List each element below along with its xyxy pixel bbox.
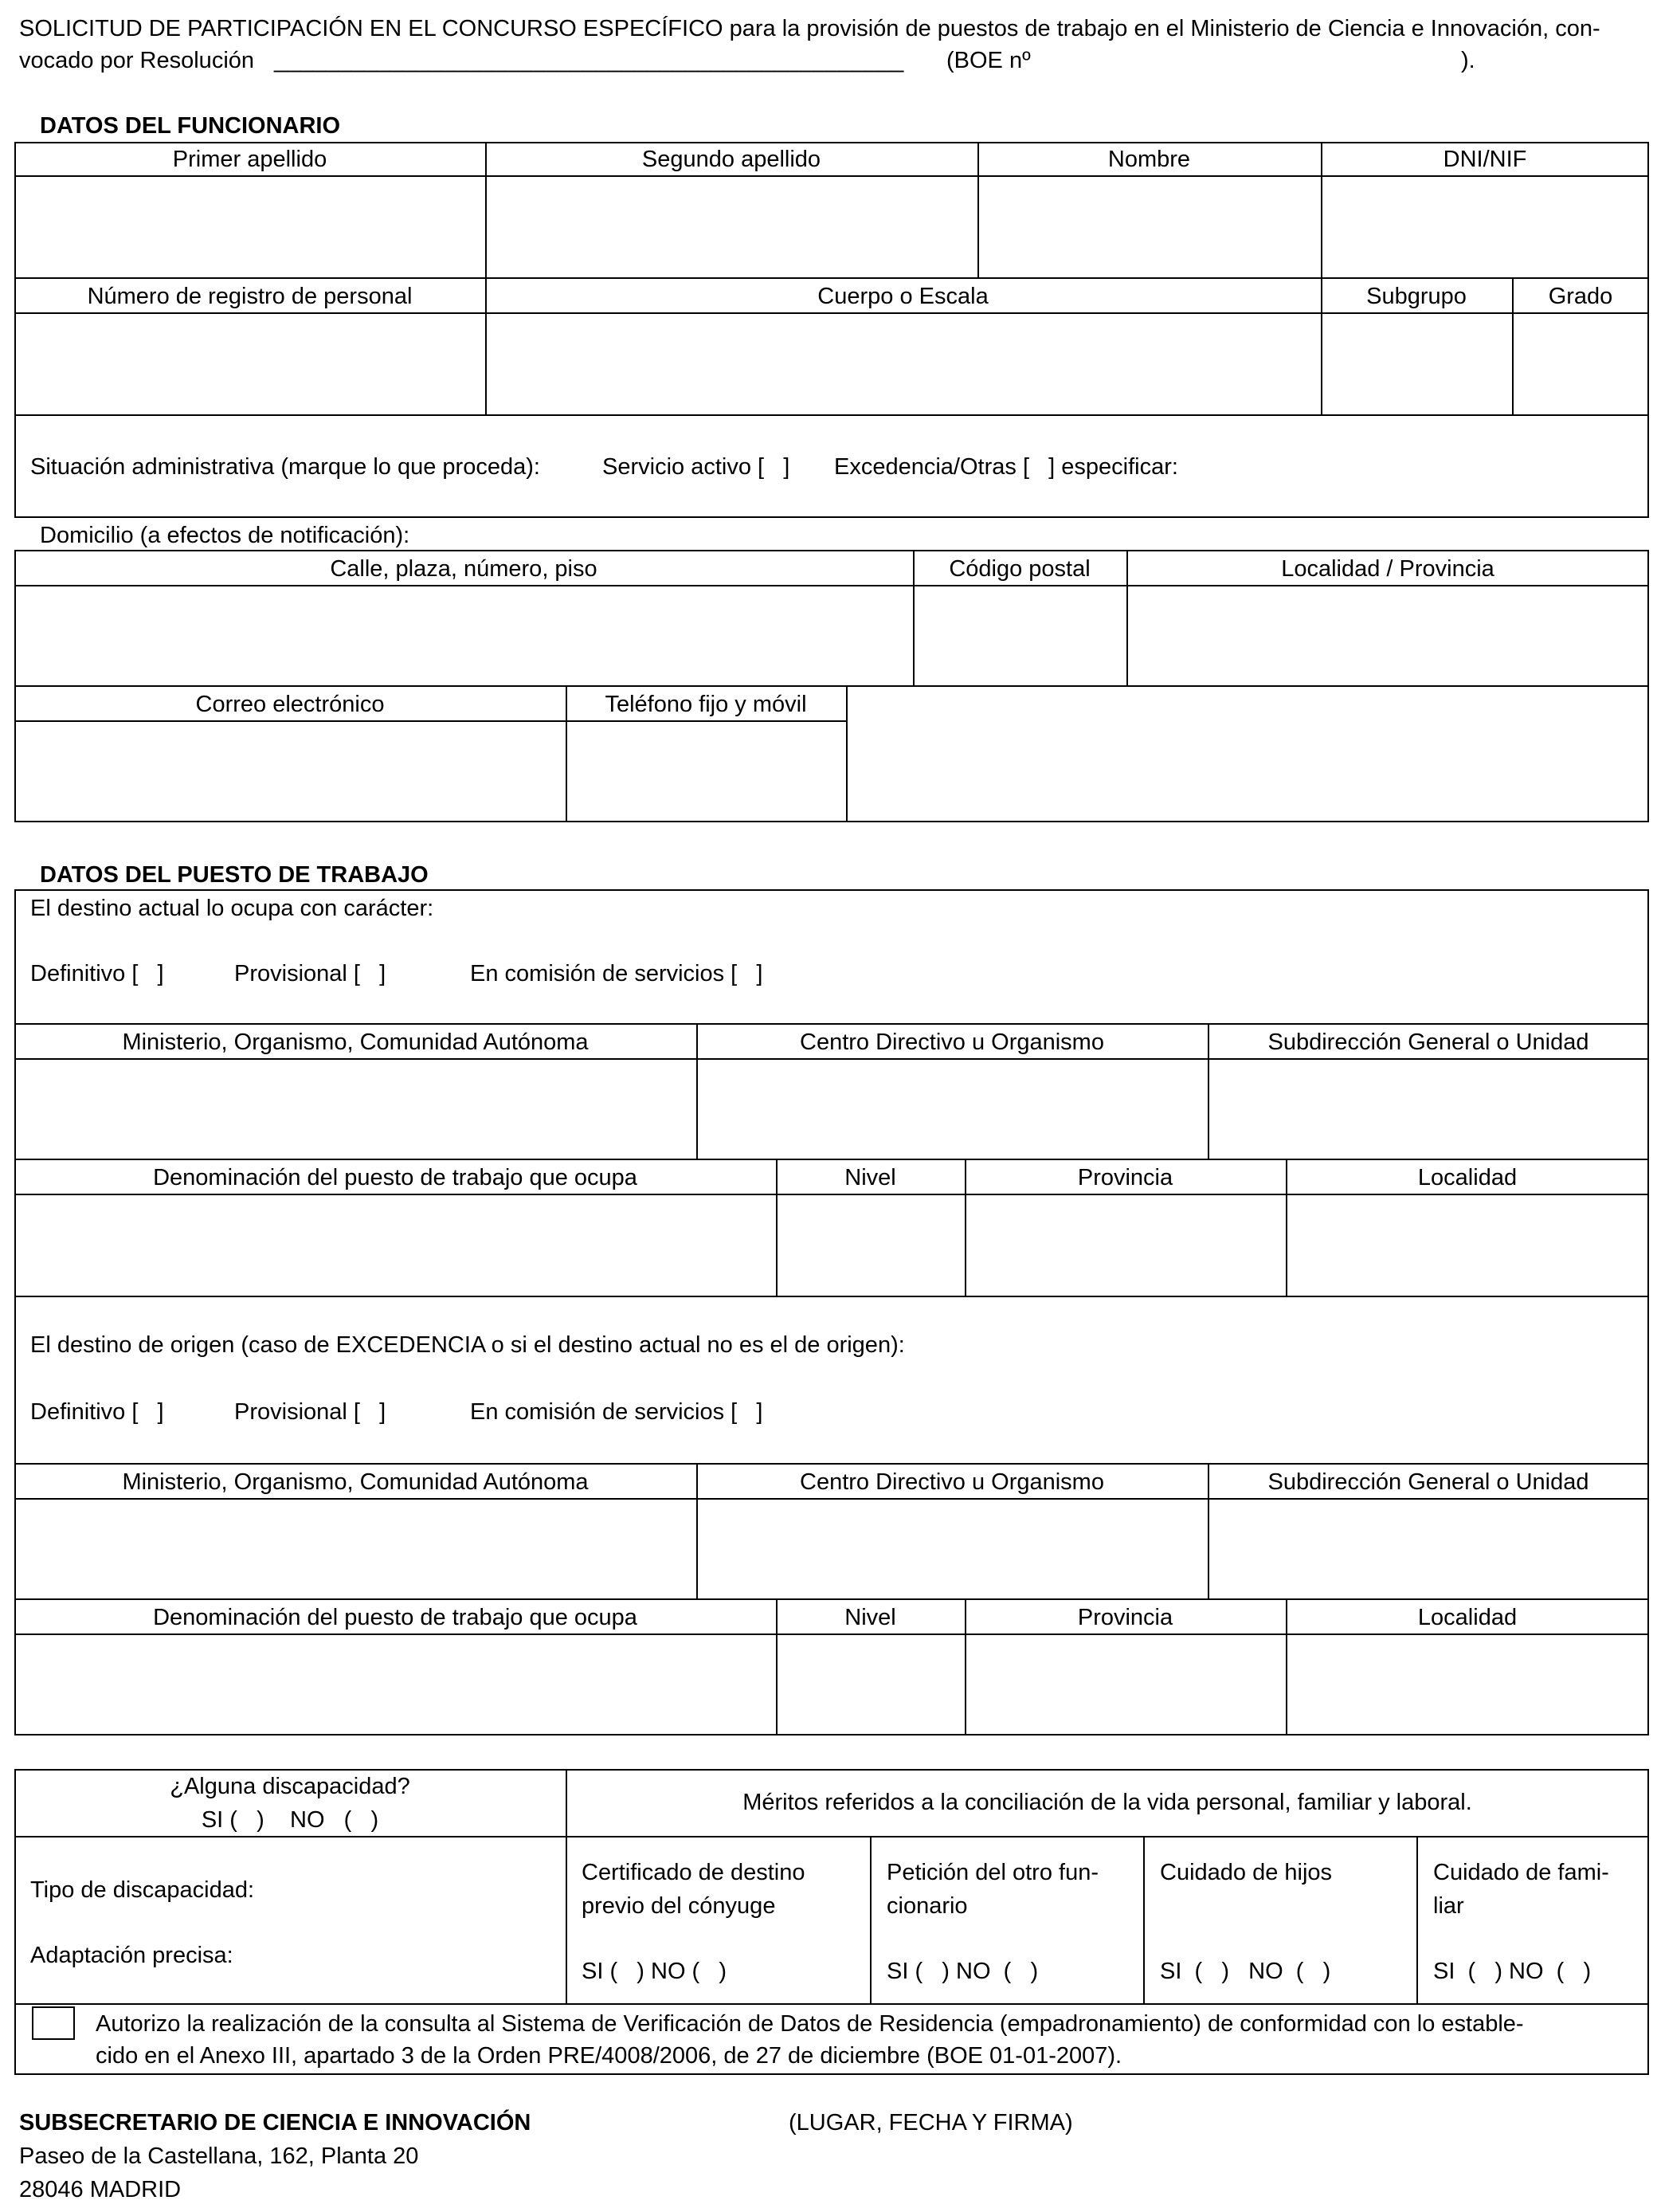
domicilio-title: Domicilio (a efectos de notificación): <box>40 523 410 548</box>
col-primer-apellido: Primer apellido <box>172 147 327 172</box>
footer-lugar-fecha-firma: (LUGAR, FECHA Y FIRMA) <box>789 2110 1073 2136</box>
destino-actual-intro: El destino actual lo ocupa con carácter: <box>30 896 434 921</box>
actual-col-subdireccion: Subdirección General o Unidad <box>1267 1030 1589 1055</box>
merito-hijos-label: Cuidado de hijos <box>1160 1860 1333 1885</box>
footer-subsecretario: SUBSECRETARIO DE CIENCIA E INNOVACIÓN <box>19 2110 531 2136</box>
header-line-1: SOLICITUD DE PARTICIPACIÓN EN EL CONCURSO ESPECÍFICO para la provisión de puestos de trabajo en el Ministerio de Ciencia e Innovación, con- <box>19 16 1600 41</box>
merito-peticion-line1: Petición del otro fun- <box>887 1860 1099 1885</box>
origen-col-ministerio: Ministerio, Organismo, Comunidad Autónoma <box>122 1469 589 1495</box>
origen-definitivo-checkbox[interactable]: Definitivo [ ] <box>30 1399 164 1425</box>
origen-col-centro: Centro Directivo u Organismo <box>800 1469 1104 1495</box>
excedencia-checkbox[interactable]: Excedencia/Otras [ ] especificar: <box>834 454 1178 480</box>
section-title-funcionario: DATOS DEL FUNCIONARIO <box>40 113 341 139</box>
merito-conyuge-line1: Certificado de destino <box>582 1860 805 1885</box>
actual-col-localidad: Localidad <box>1417 1165 1518 1190</box>
origen-provisional-checkbox[interactable]: Provisional [ ] <box>234 1399 386 1425</box>
merito-conyuge-line2: previo del cónyuge <box>582 1893 776 1919</box>
adaptacion-label: Adaptación precisa: <box>30 1943 233 1968</box>
resolucion-blank[interactable]: _________________________________________________ <box>274 48 904 73</box>
origen-col-denominacion: Denominación del puesto de trabajo que ocupa <box>153 1605 637 1630</box>
autorizo-checkbox[interactable] <box>32 2006 75 2040</box>
col-grado: Grado <box>1548 284 1613 309</box>
discapacidad-question: ¿Alguna discapacidad? <box>170 1774 410 1799</box>
actual-col-provincia: Provincia <box>1077 1165 1173 1190</box>
merito-familiar-line2: liar <box>1433 1893 1464 1919</box>
tipo-discapacidad-label: Tipo de discapacidad: <box>30 1877 255 1903</box>
origen-col-localidad: Localidad <box>1417 1605 1518 1630</box>
meritos-title: Méritos referidos a la conciliación de la vida personal, familiar y laboral. <box>742 1790 1472 1815</box>
footer-direccion: Paseo de la Castellana, 162, Planta 20 <box>19 2143 419 2169</box>
col-subgrupo: Subgrupo <box>1366 284 1467 309</box>
col-telefono: Teléfono fijo y móvil <box>605 692 807 717</box>
col-correo: Correo electrónico <box>195 692 385 717</box>
header-line-2-prefix: vocado por Resolución <box>19 48 255 73</box>
actual-col-denominacion: Denominación del puesto de trabajo que ocupa <box>153 1165 637 1190</box>
col-codigo-postal: Código postal <box>949 556 1091 582</box>
col-nombre: Nombre <box>1107 147 1191 172</box>
destino-origen-intro: El destino de origen (caso de EXCEDENCIA o si el destino actual no es el de origen): <box>30 1332 905 1358</box>
actual-col-nivel: Nivel <box>844 1165 896 1190</box>
origen-comision-checkbox[interactable]: En comisión de servicios [ ] <box>470 1399 763 1425</box>
servicio-activo-checkbox[interactable]: Servicio activo [ ] <box>602 454 790 480</box>
col-registro: Número de registro de personal <box>87 284 413 309</box>
col-segundo-apellido: Segundo apellido <box>641 147 821 172</box>
col-cuerpo: Cuerpo o Escala <box>817 284 989 309</box>
origen-col-provincia: Provincia <box>1077 1605 1173 1630</box>
autorizo-line2: cido en el Anexo III, apartado 3 de la Orden PRE/4008/2006, de 27 de diciembre (BOE 01-01-2007). <box>96 2043 1122 2069</box>
actual-col-centro: Centro Directivo u Organismo <box>800 1030 1104 1055</box>
merito-conyuge-si-no[interactable]: SI ( ) NO ( ) <box>582 1959 727 1984</box>
merito-familiar-si-no[interactable]: SI ( ) NO ( ) <box>1433 1959 1592 1984</box>
merito-peticion-si-no[interactable]: SI ( ) NO ( ) <box>887 1959 1039 1984</box>
actual-provisional-checkbox[interactable]: Provisional [ ] <box>234 961 386 986</box>
discapacidad-si-no[interactable]: SI ( ) NO ( ) <box>201 1807 379 1833</box>
merito-hijos-si-no[interactable]: SI ( ) NO ( ) <box>1160 1959 1331 1984</box>
actual-definitivo-checkbox[interactable]: Definitivo [ ] <box>30 961 164 986</box>
boe-close: ). <box>1461 48 1475 73</box>
actual-comision-checkbox[interactable]: En comisión de servicios [ ] <box>470 961 763 986</box>
col-localidad-provincia: Localidad / Provincia <box>1281 556 1494 582</box>
actual-col-ministerio: Ministerio, Organismo, Comunidad Autónoma <box>122 1030 589 1055</box>
origen-col-nivel: Nivel <box>844 1605 896 1630</box>
autorizo-line1: Autorizo la realización de la consulta al Sistema de Verificación de Datos de Residencia (empadronamiento) de conformidad con lo estable- <box>96 2011 1524 2037</box>
footer-ciudad: 28046 MADRID <box>19 2177 182 2202</box>
merito-familiar-line1: Cuidado de fami- <box>1433 1860 1609 1885</box>
col-dni: DNI/NIF <box>1443 147 1527 172</box>
situacion-label: Situación administrativa (marque lo que proceda): <box>30 454 540 480</box>
col-calle: Calle, plaza, número, piso <box>330 556 597 582</box>
origen-col-subdireccion: Subdirección General o Unidad <box>1267 1469 1589 1495</box>
boe-label: (BOE nº <box>946 48 1031 73</box>
merito-peticion-line2: cionario <box>887 1893 968 1919</box>
section-title-puesto: DATOS DEL PUESTO DE TRABAJO <box>40 862 429 888</box>
